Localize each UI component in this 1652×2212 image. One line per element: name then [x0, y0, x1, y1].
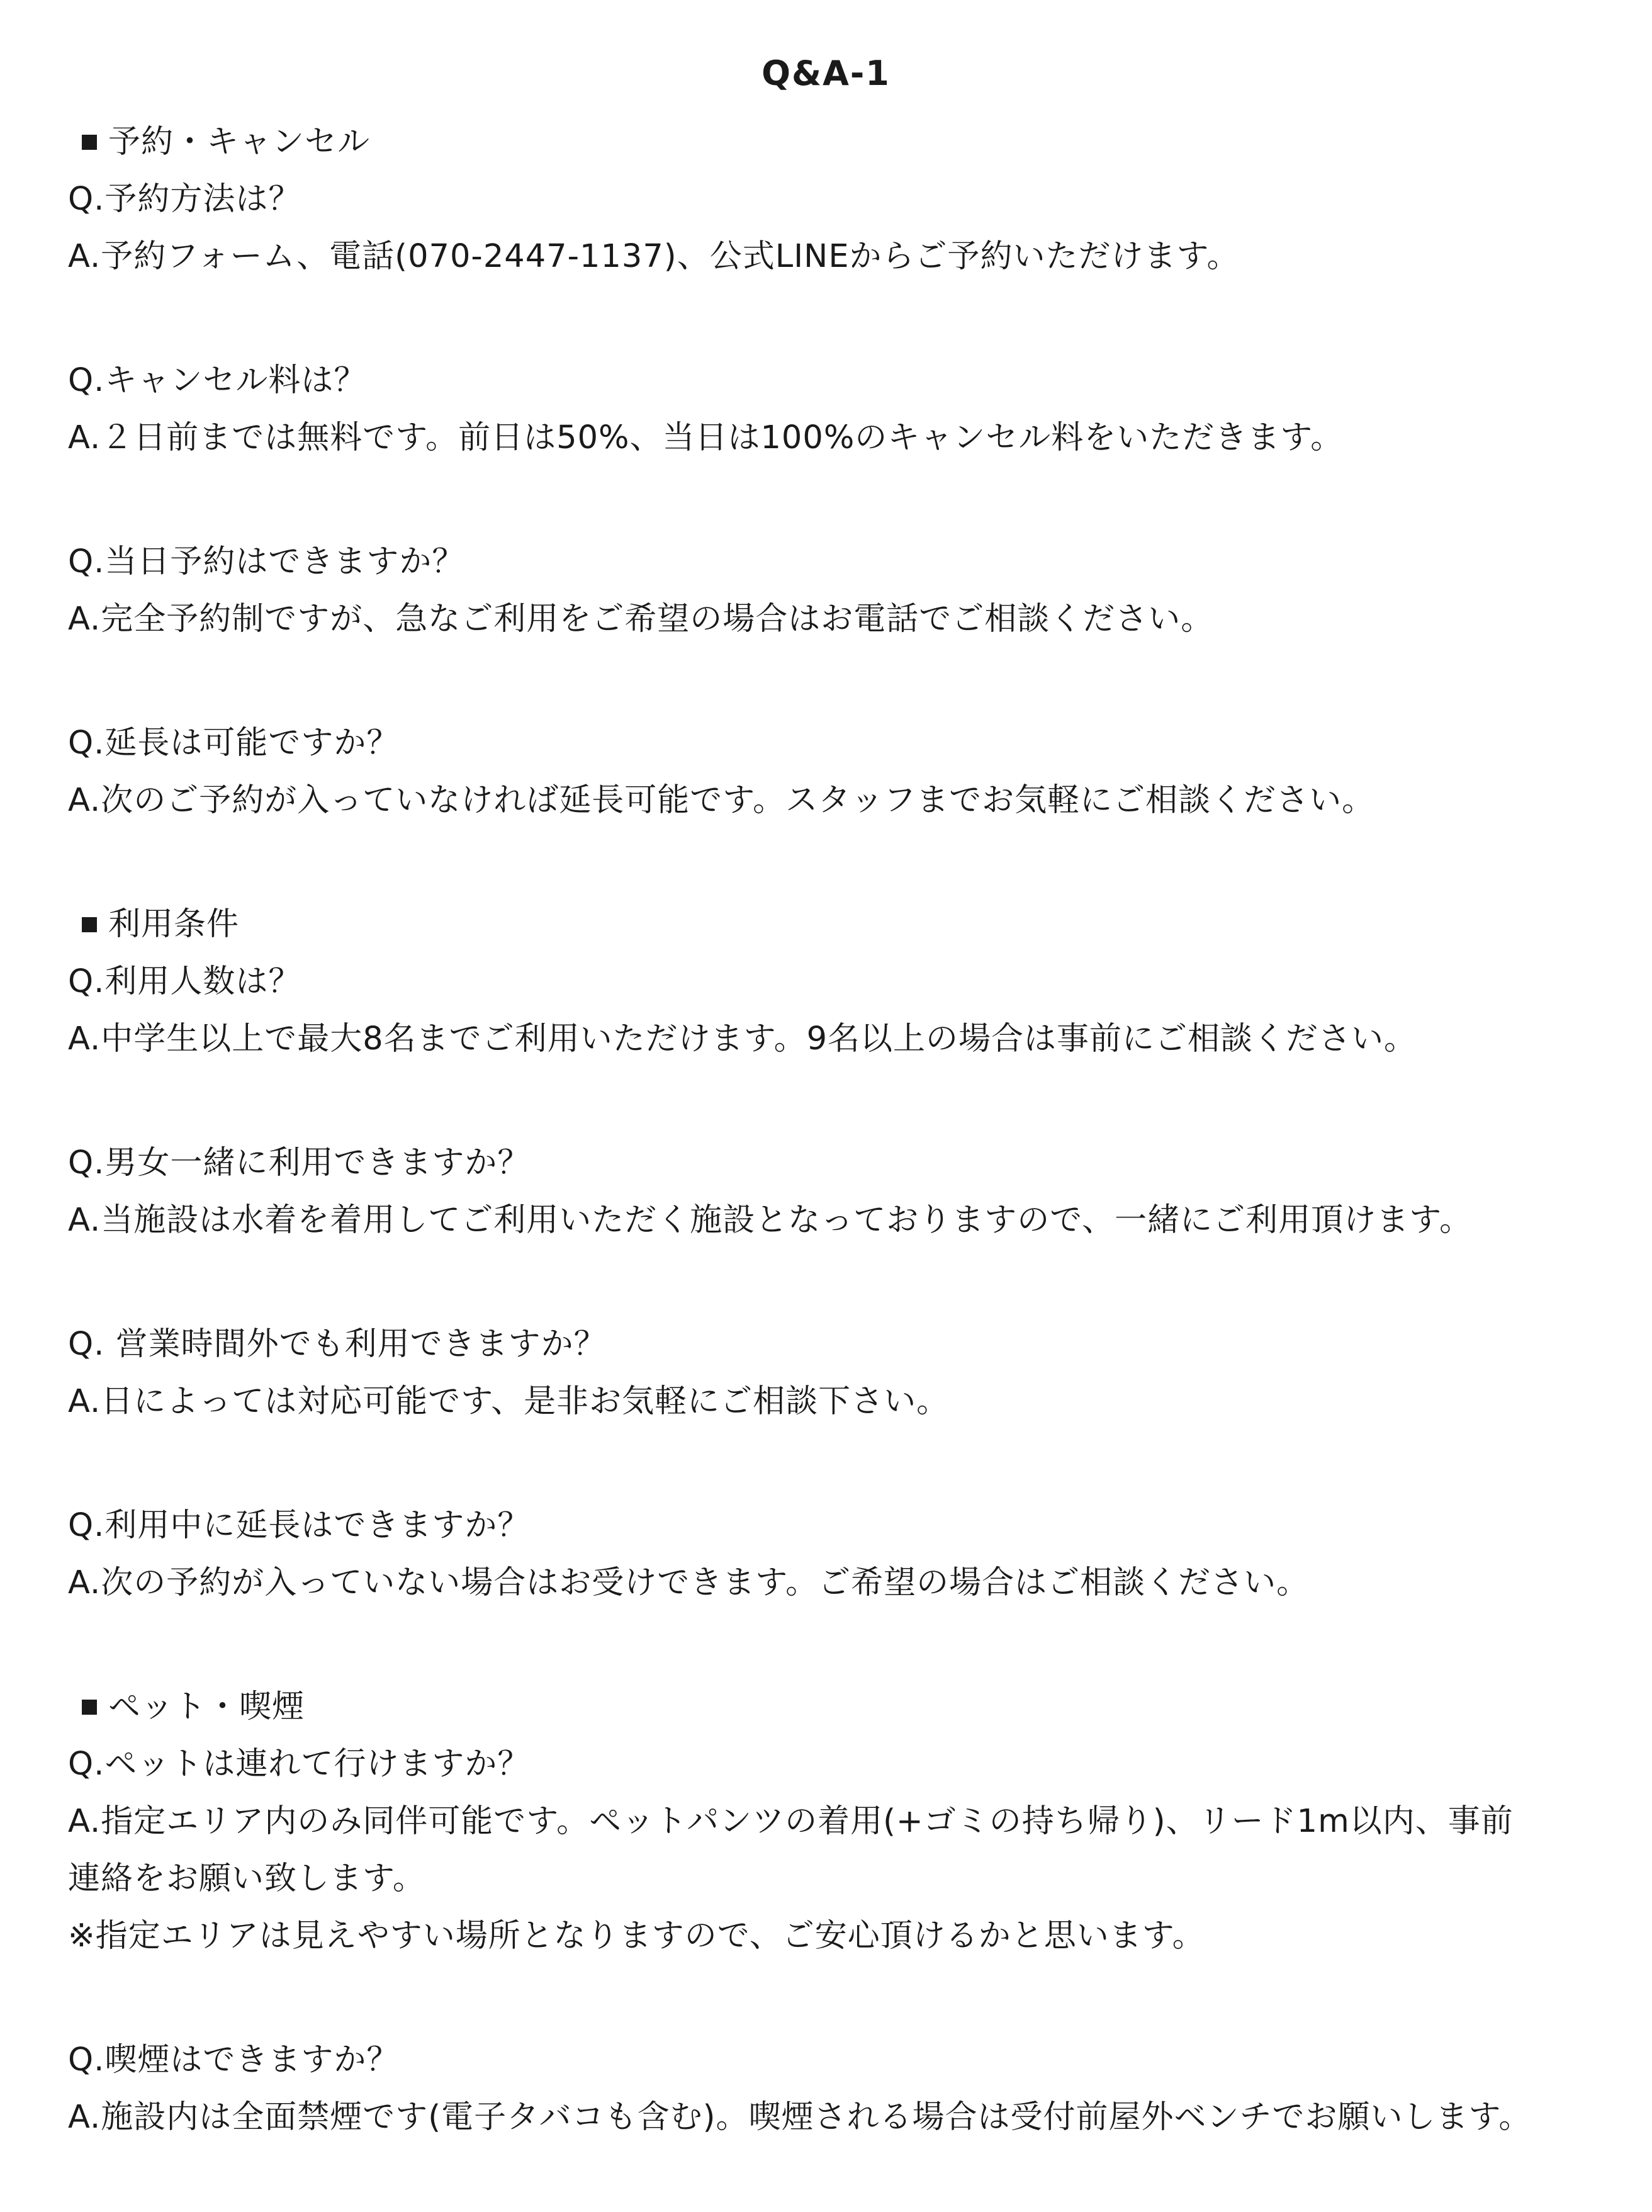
page-title: Q&A-1	[761, 54, 891, 93]
answer: A.予約フォーム、電話(070-2447-1137)、公式LINEからご予約いただけます。	[68, 238, 1240, 275]
answer: A.中学生以上で最大8名までご利用いただけます。9名以上の場合は事前にご相談ください。	[68, 1020, 1417, 1058]
spacer	[68, 1068, 1604, 1134]
answer-note: ※指定エリアは見えやすい場所となりますので、ご安心頂けるかと思います。	[68, 1917, 1205, 1955]
question: Q.男女一緒に利用できますか？	[68, 1144, 531, 1182]
answer: A.２日前までは無料です。前日は50%、当日は100%のキャンセル料をいただきます。	[68, 419, 1344, 456]
question: Q.喫煙はできますか？	[68, 2041, 400, 2079]
spacer	[68, 1611, 1604, 1678]
answer: A.指定エリア内のみ同伴可能です。ペットパンツの着用(+ゴミの持ち帰り)、リード1m以内、事前	[68, 1803, 1514, 1840]
section-heading-conditions	[68, 896, 1604, 953]
section-title: 利用条件	[108, 906, 240, 943]
spacer	[68, 1430, 1604, 1497]
question: Q. 営業時間外でも利用できますか？	[68, 1326, 607, 1363]
answer: A.当施設は水着を着用してご利用いただく施設となっておりますので、一緒にご利用頂けます。	[68, 1202, 1473, 1239]
question: Q.延長は可能ですか？	[68, 725, 400, 762]
answer: A.完全予約制ですが、急なご利用をご希望の場合はお電話でご相談ください。	[68, 601, 1214, 638]
spacer	[68, 829, 1604, 896]
section-title: 予約・キャンセル	[108, 123, 371, 161]
answer-continuation: 連絡をお願い致します。	[68, 1860, 425, 1897]
answer: A.日によっては対応可能です、是非お気軽にご相談下さい。	[68, 1383, 950, 1420]
question: Q.利用人数は？	[68, 963, 301, 1000]
spacer	[68, 648, 1604, 714]
spacer	[68, 466, 1604, 533]
question: Q.予約方法は？	[68, 181, 301, 218]
square-bullet-icon	[82, 1700, 97, 1715]
answer: A.施設内は全面禁煙です(電子タバコも含む)。喫煙される場合は受付前屋外ベンチでお願いします。	[68, 2099, 1532, 2136]
section-heading-pets	[68, 1678, 1604, 1735]
square-bullet-icon	[82, 917, 97, 932]
question: Q.キャンセル料は？	[68, 362, 367, 399]
answer: A.次の予約が入っていない場合はお受けできます。ご希望の場合はご相談ください。	[68, 1564, 1310, 1601]
qa-content	[68, 113, 1604, 2146]
question: Q.利用中に延長はできますか？	[68, 1507, 531, 1544]
section-title: ペット・喫煙	[108, 1688, 305, 1725]
section-heading-reservation	[68, 113, 1604, 171]
spacer	[68, 1249, 1604, 1316]
answer: A.次のご予約が入っていなければ延長可能です。スタッフまでお気軽にご相談ください。	[68, 782, 1375, 819]
question: Q.当日予約はできますか？	[68, 543, 465, 580]
spacer	[68, 285, 1604, 352]
square-bullet-icon	[82, 135, 97, 150]
question: Q.ペットは連れて行けますか？	[68, 1746, 531, 1783]
spacer	[68, 1965, 1604, 2031]
